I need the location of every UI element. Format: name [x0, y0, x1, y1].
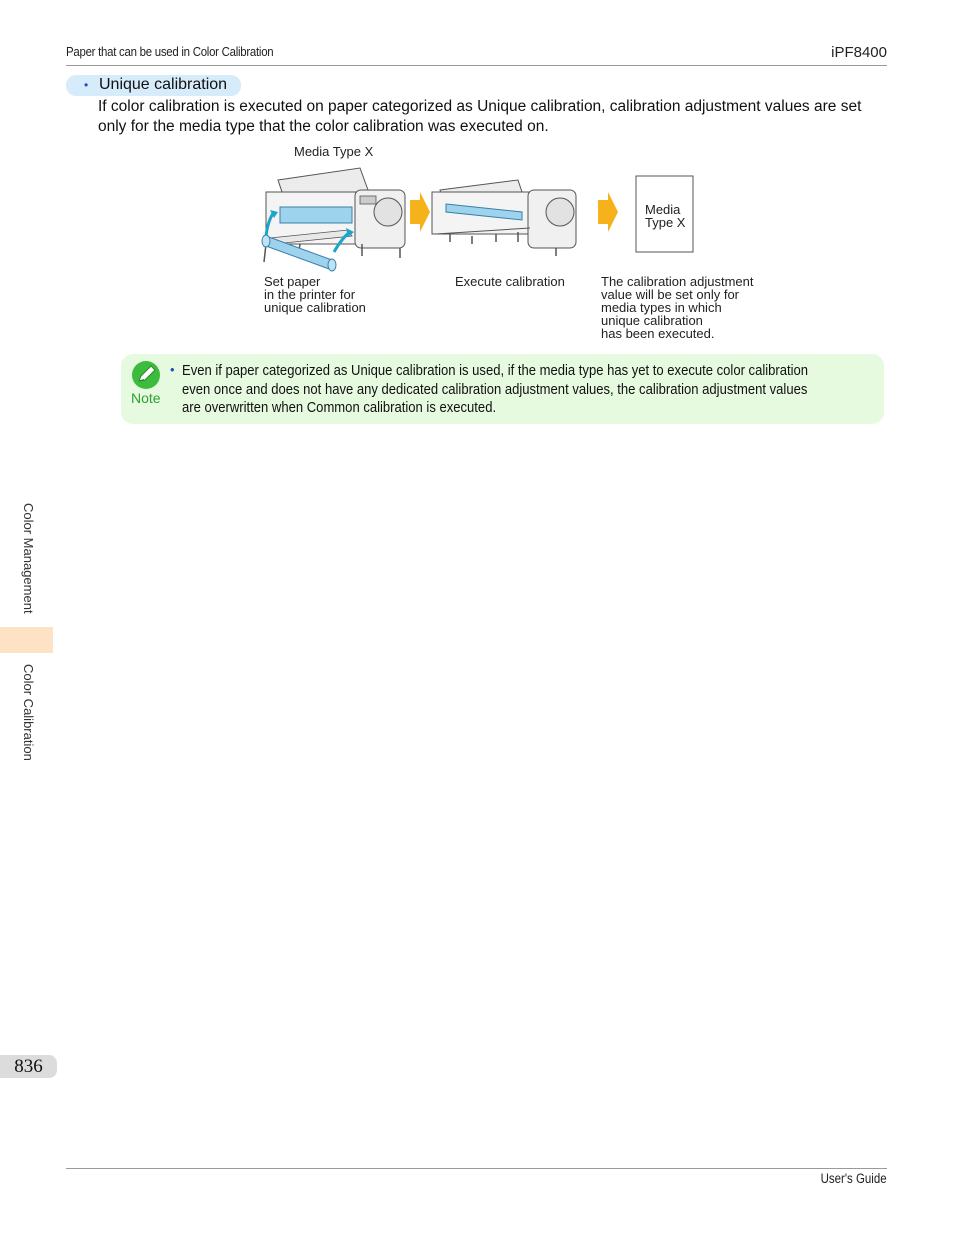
page-number: 836	[0, 1055, 57, 1078]
step3-caption-line4: unique calibration	[601, 313, 703, 328]
step1-caption-line1: Set paper	[264, 274, 321, 289]
flow-arrow-icon	[410, 192, 430, 232]
section-bullet: •	[84, 78, 89, 92]
card-line-2: Type X	[645, 215, 686, 230]
step3-caption-line2: value will be set only for	[601, 287, 740, 302]
running-header-model: iPF8400	[831, 44, 887, 61]
section-title: Unique calibration	[99, 76, 228, 93]
media-type-label: Media Type X	[294, 144, 374, 159]
step1-caption-line2: in the printer for	[264, 287, 356, 302]
section-heading	[66, 75, 241, 96]
card-line-1: Media	[645, 202, 681, 217]
printer-calibration-illustration	[432, 180, 576, 256]
side-tab-chapter[interactable]: Color Management	[21, 503, 36, 614]
step1-caption-line3: unique calibration	[264, 300, 366, 315]
step3-caption-line3: media types in which	[601, 300, 722, 315]
footer-divider	[66, 1168, 887, 1169]
note-label: Note	[131, 390, 161, 406]
footer-guide-title: User's Guide	[821, 1171, 887, 1186]
note-text: Even if paper categorized as Unique calibration is used, if the media type has yet to execute color calibration even once and does not have any dedicated calibration adjustment values, the calibration adjustment values are overwritten when Common calibration is executed.	[182, 362, 809, 416]
note-bullet: •	[170, 362, 175, 377]
note-pencil-icon	[131, 360, 161, 390]
step2-caption: Execute calibration	[455, 274, 565, 289]
step3-caption-line5: has been executed.	[601, 326, 715, 341]
side-tab-current-marker	[0, 627, 53, 653]
header-divider	[66, 65, 887, 66]
flow-arrow-icon	[598, 192, 618, 232]
side-tab-section[interactable]: Color Calibration	[21, 664, 36, 761]
running-header-section: Paper that can be used in Color Calibration	[66, 44, 274, 59]
calibration-figure	[260, 140, 760, 345]
section-body-text: If color calibration is executed on paper categorized as Unique calibration, calibration adjustment values are set only for the media type that the color calibration was executed on.	[98, 98, 862, 135]
step3-caption-line1: The calibration adjustment	[601, 274, 754, 289]
